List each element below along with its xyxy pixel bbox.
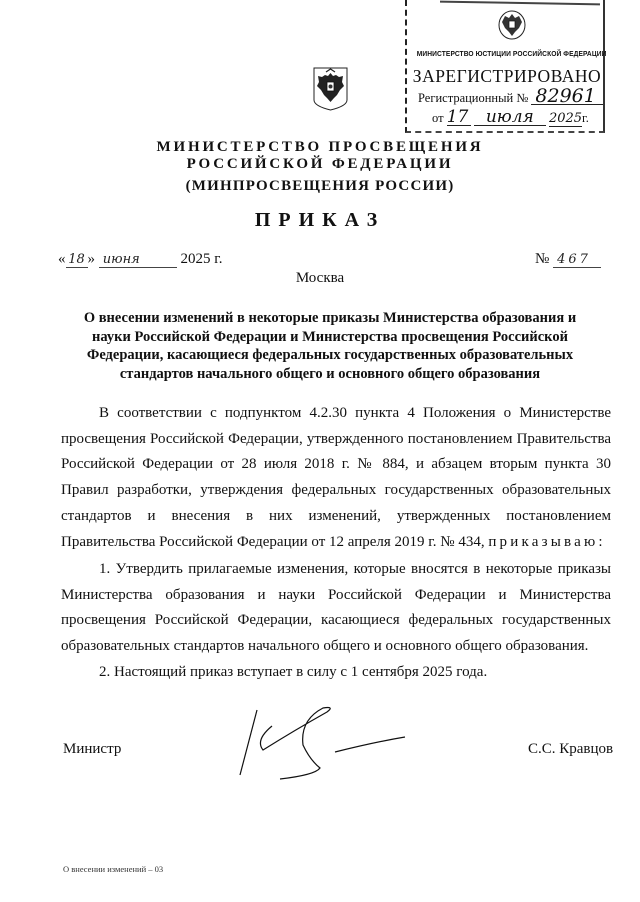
ministry-short-name: (МИНПРОСВЕЩЕНИЯ РОССИИ) [185, 178, 455, 194]
stamp-date-prefix: от [432, 111, 444, 125]
stamp-date-year: 2025 [548, 111, 583, 126]
signer-name: С.С. Кравцов [528, 741, 614, 757]
stamp-date-line [432, 107, 589, 127]
stamp-date-day: 17 [447, 110, 471, 126]
ministry-name-line1: МИНИСТЕРСТВО ПРОСВЕЩЕНИЯ [156, 139, 484, 155]
order-word: приказываю: [488, 533, 606, 550]
stamp-date-suffix: г. [582, 111, 589, 125]
item-2-text: 2. Настоящий приказ вступает в силу с 1 сентября 2025 года. [99, 664, 488, 680]
handwritten-signature [225, 700, 425, 785]
stamp-registered-label: ЗАРЕГИСТРИРОВАНО [412, 66, 602, 86]
footer-file-label: О внесении изменений – 03 [63, 864, 164, 874]
date-quote-open: « [58, 251, 66, 267]
preamble-text: В соответствии с подпунктом 4.2.30 пункта 4 Положения о Министерстве просвещения Российской Федерации, утвержденного постановлением Правительства Российской Федерации от 28 июля 2018 г. № 884, и абзацем вторым пункта 30 Правил разработки, утверждения федеральных государственных образовательных стандартов и внесения в них изменений, утвержденных постановлением Правительства Российской Федерации от 12 апреля 2019 г. № 434, [61, 405, 611, 550]
stamp-reg-label: Регистрационный № [418, 91, 529, 105]
stamp-date-month: июля [474, 110, 546, 126]
order-number [535, 251, 601, 268]
date-year: 2025 г. [180, 251, 223, 267]
number-label: № [535, 251, 550, 267]
item-1-paragraph [61, 557, 611, 660]
item-1-text: 1. Утвердить прилагаемые изменения, которые вносятся в некоторые приказы Министерства образования и науки Российской Федерации и Министерства просвещения Российской Федерации, касающиеся федеральных государственных образовательных стандартов начального общего и основного общего образования. [61, 561, 611, 655]
date-day: 18 [66, 252, 88, 268]
stamp-reg-number: 82961 [531, 88, 603, 105]
stamp-registration-line [418, 85, 603, 107]
order-date [58, 251, 222, 268]
order-subject: О внесении изменений в некоторые приказы Министерства образования и науки Российской Федерации и Министерства просвещения Российской Федерации, касающиеся федеральных государственных образовательных стандартов начального общего и основного общего образования [83, 310, 577, 382]
date-quote-close: » [87, 251, 95, 267]
stamp-ministry-name: МИНИСТЕРСТВО ЮСТИЦИИ РОССИЙСКОЙ ФЕДЕРАЦИИ [416, 51, 607, 58]
item-2-paragraph [61, 660, 611, 686]
number-value: 467 [553, 252, 601, 268]
document-type-title: ПРИКАЗ [254, 209, 386, 231]
signer-role: Министр [63, 741, 122, 757]
date-month: июня [99, 252, 177, 268]
city: Москва [295, 270, 345, 286]
ministry-name-line2: РОССИЙСКОЙ ФЕДЕРАЦИИ [186, 156, 454, 172]
preamble-paragraph [61, 401, 611, 555]
stamp-eagle-emblem-icon [497, 8, 527, 40]
state-emblem-icon [312, 64, 349, 112]
